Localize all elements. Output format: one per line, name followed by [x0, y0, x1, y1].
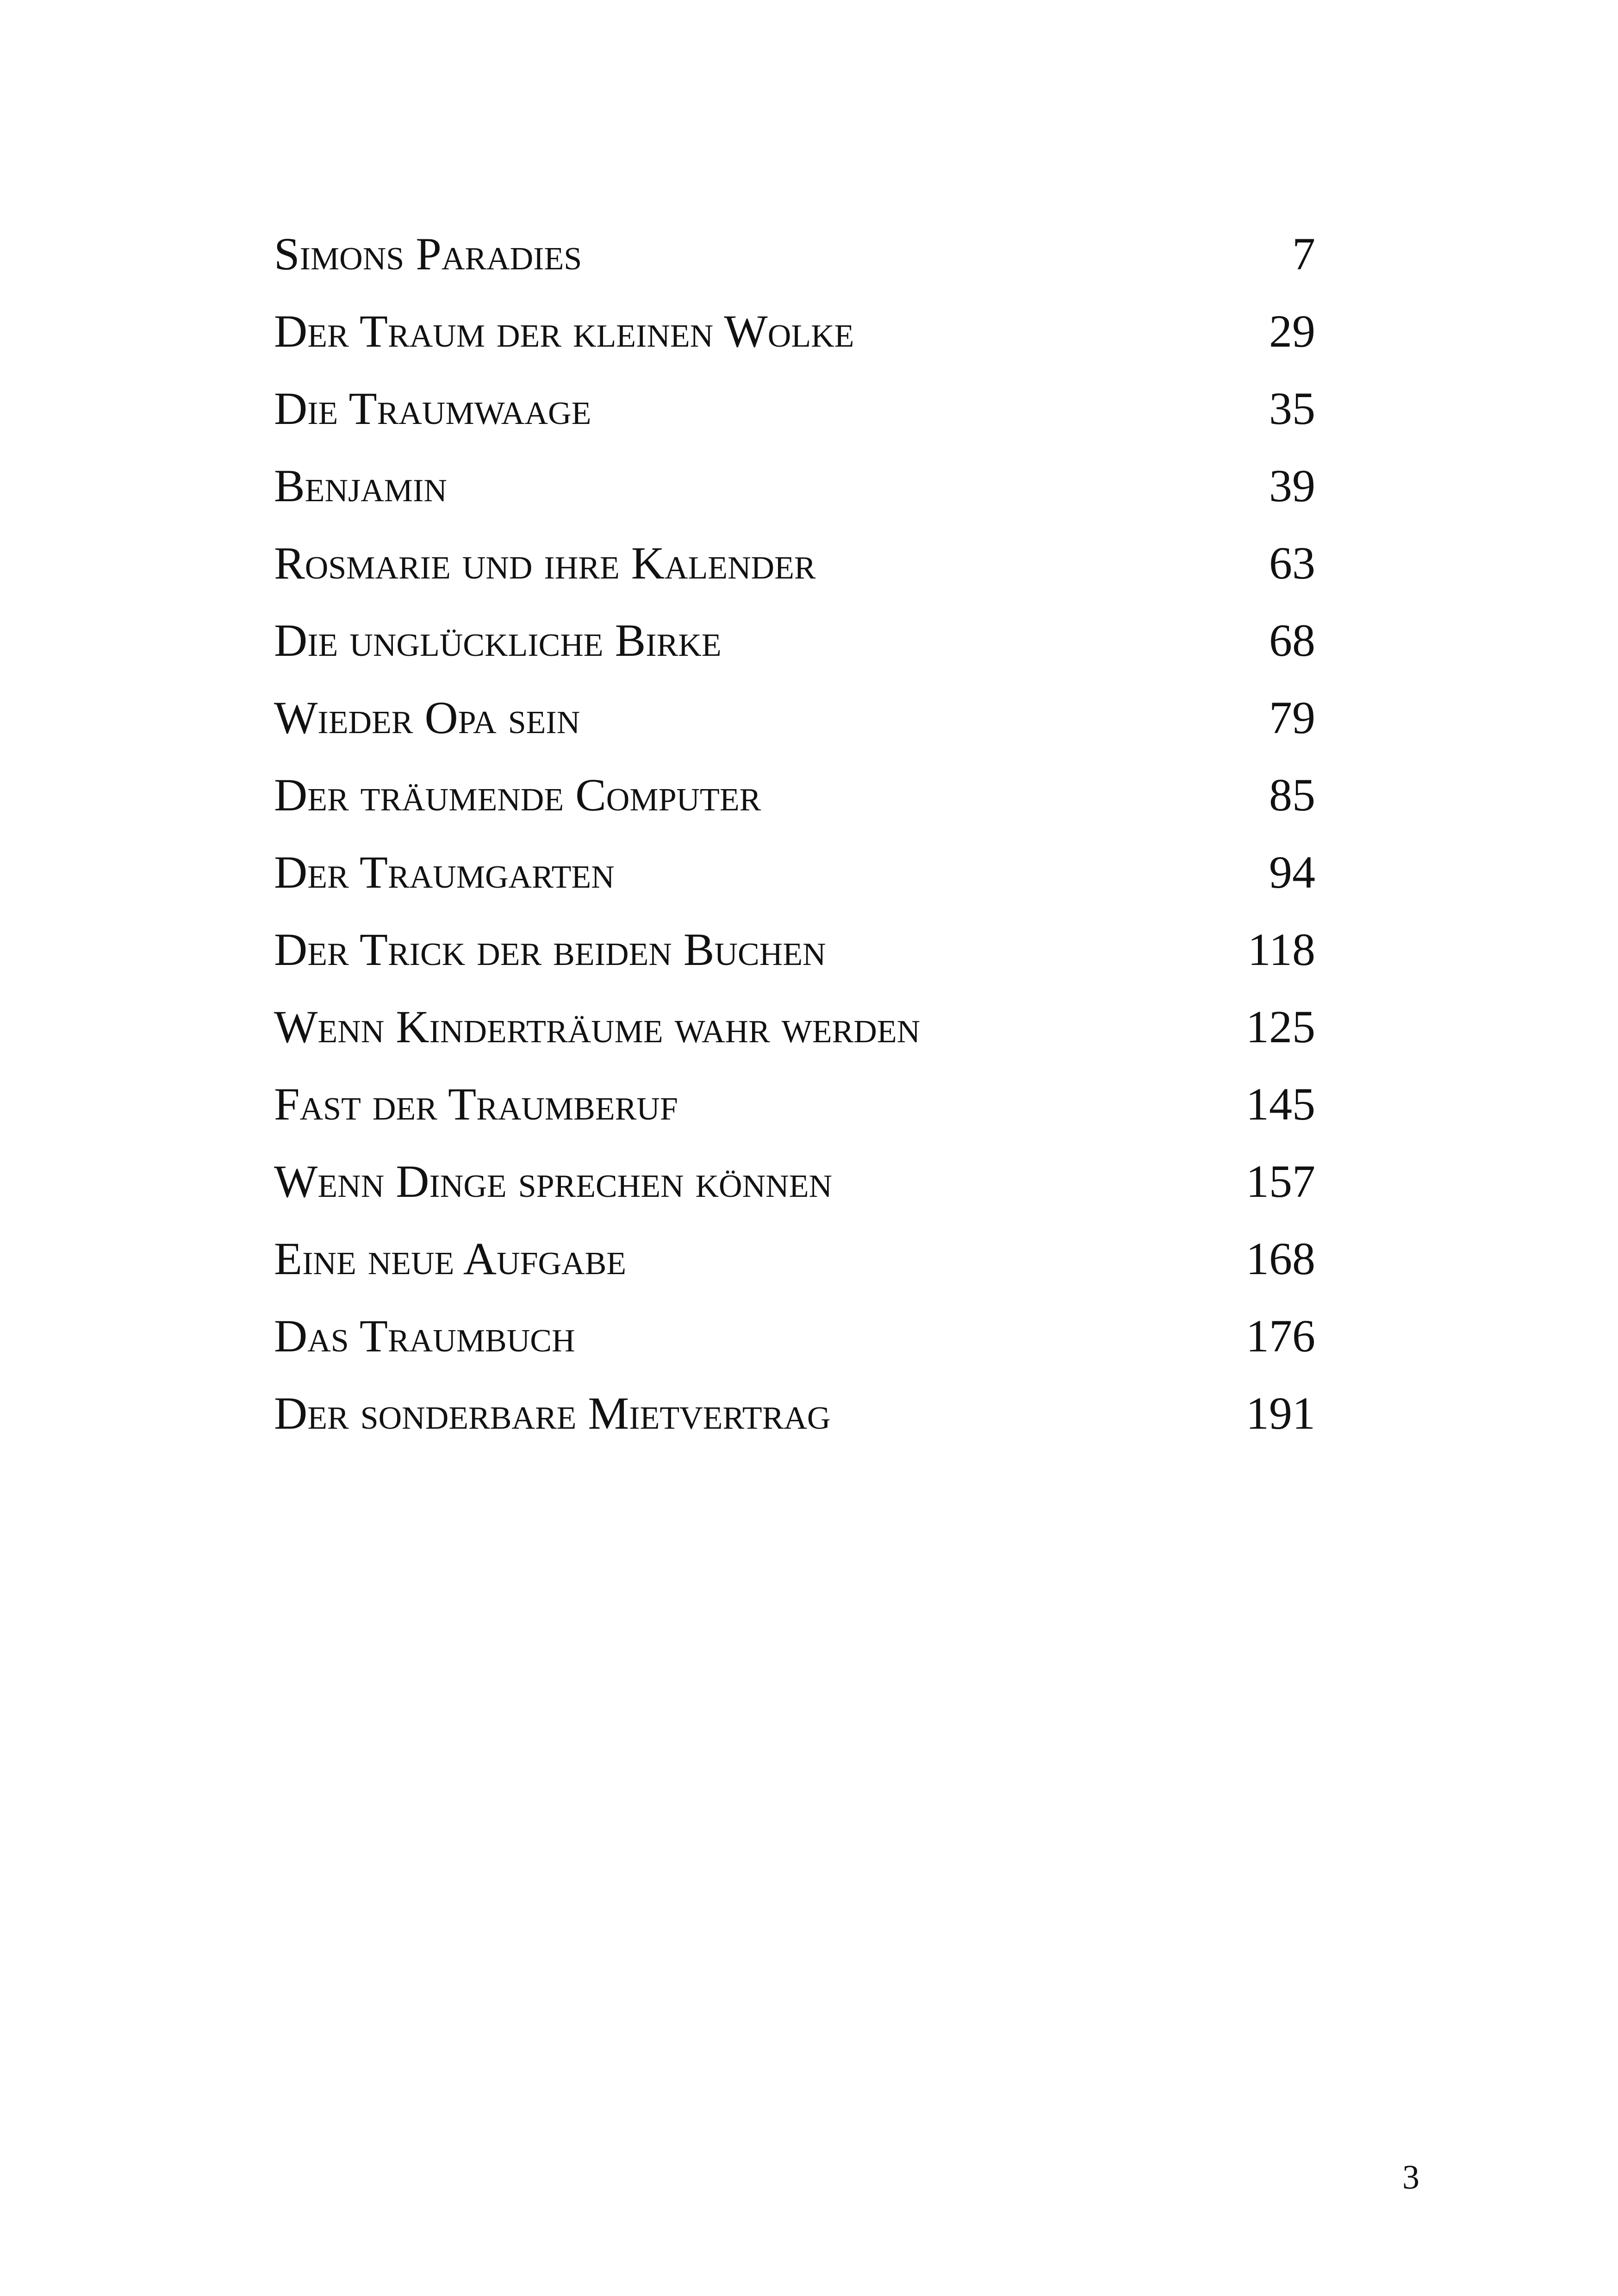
toc-entry-page: 85	[1269, 769, 1315, 821]
toc-entry	[274, 1375, 1315, 1452]
toc-entry-title: Der träumende Computer	[274, 769, 761, 821]
toc-entry-title: Die unglückliche Birke	[274, 615, 722, 666]
toc-entry-title: Das Traumbuch	[274, 1310, 575, 1362]
toc-entry	[274, 911, 1315, 988]
toc-entry-page: 176	[1246, 1310, 1315, 1362]
toc-entry	[274, 988, 1315, 1065]
toc-entry-page: 157	[1246, 1156, 1315, 1207]
toc-entry	[274, 524, 1315, 602]
toc-entry	[274, 602, 1315, 679]
toc-entry	[274, 1220, 1315, 1297]
toc-entry-title: Wenn Dinge sprechen können	[274, 1156, 833, 1207]
page-number: 3	[1402, 2159, 1419, 2196]
toc-entry-title: Der Traum der kleinen Wolke	[274, 305, 854, 357]
toc-entry-page: 39	[1269, 460, 1315, 511]
toc-entry-page: 79	[1269, 692, 1315, 743]
toc-entry	[274, 834, 1315, 911]
toc-entry-title: Simons Paradies	[274, 228, 582, 280]
toc-entry	[274, 679, 1315, 756]
toc-entry	[274, 1143, 1315, 1220]
toc-entry-title: Wenn Kinderträume wahr werden	[274, 1001, 921, 1052]
toc-entry-page: 145	[1246, 1078, 1315, 1130]
toc-entry	[274, 292, 1315, 370]
toc-entry-title: Eine neue Aufgabe	[274, 1233, 627, 1284]
table-of-contents	[274, 215, 1315, 1452]
toc-entry-title: Der Trick der beiden Buchen	[274, 924, 826, 975]
toc-entry-page: 35	[1269, 383, 1315, 434]
toc-entry-page: 125	[1246, 1001, 1315, 1052]
toc-entry	[274, 447, 1315, 524]
toc-entry-title: Fast der Traumberuf	[274, 1078, 678, 1130]
toc-entry-page: 168	[1246, 1233, 1315, 1284]
toc-entry-page: 68	[1269, 615, 1315, 666]
toc-entry-page: 7	[1292, 228, 1315, 280]
toc-entry	[274, 1297, 1315, 1375]
toc-entry-title: Der sonderbare Mietvertrag	[274, 1388, 831, 1439]
toc-entry	[274, 756, 1315, 834]
toc-entry-page: 94	[1269, 846, 1315, 898]
toc-entry	[274, 215, 1315, 292]
toc-entry	[274, 1065, 1315, 1143]
toc-entry-title: Benjamin	[274, 460, 447, 511]
toc-entry-page: 191	[1246, 1388, 1315, 1439]
toc-entry-title: Die Traumwaage	[274, 383, 591, 434]
toc-entry-title: Der Traumgarten	[274, 846, 615, 898]
toc-entry-page: 63	[1269, 537, 1315, 589]
toc-entry-page: 29	[1269, 305, 1315, 357]
toc-entry-title: Rosmarie und ihre Kalender	[274, 537, 816, 589]
toc-entry-title: Wieder Opa sein	[274, 692, 580, 743]
toc-entry-page: 118	[1247, 924, 1315, 975]
toc-entry	[274, 370, 1315, 447]
